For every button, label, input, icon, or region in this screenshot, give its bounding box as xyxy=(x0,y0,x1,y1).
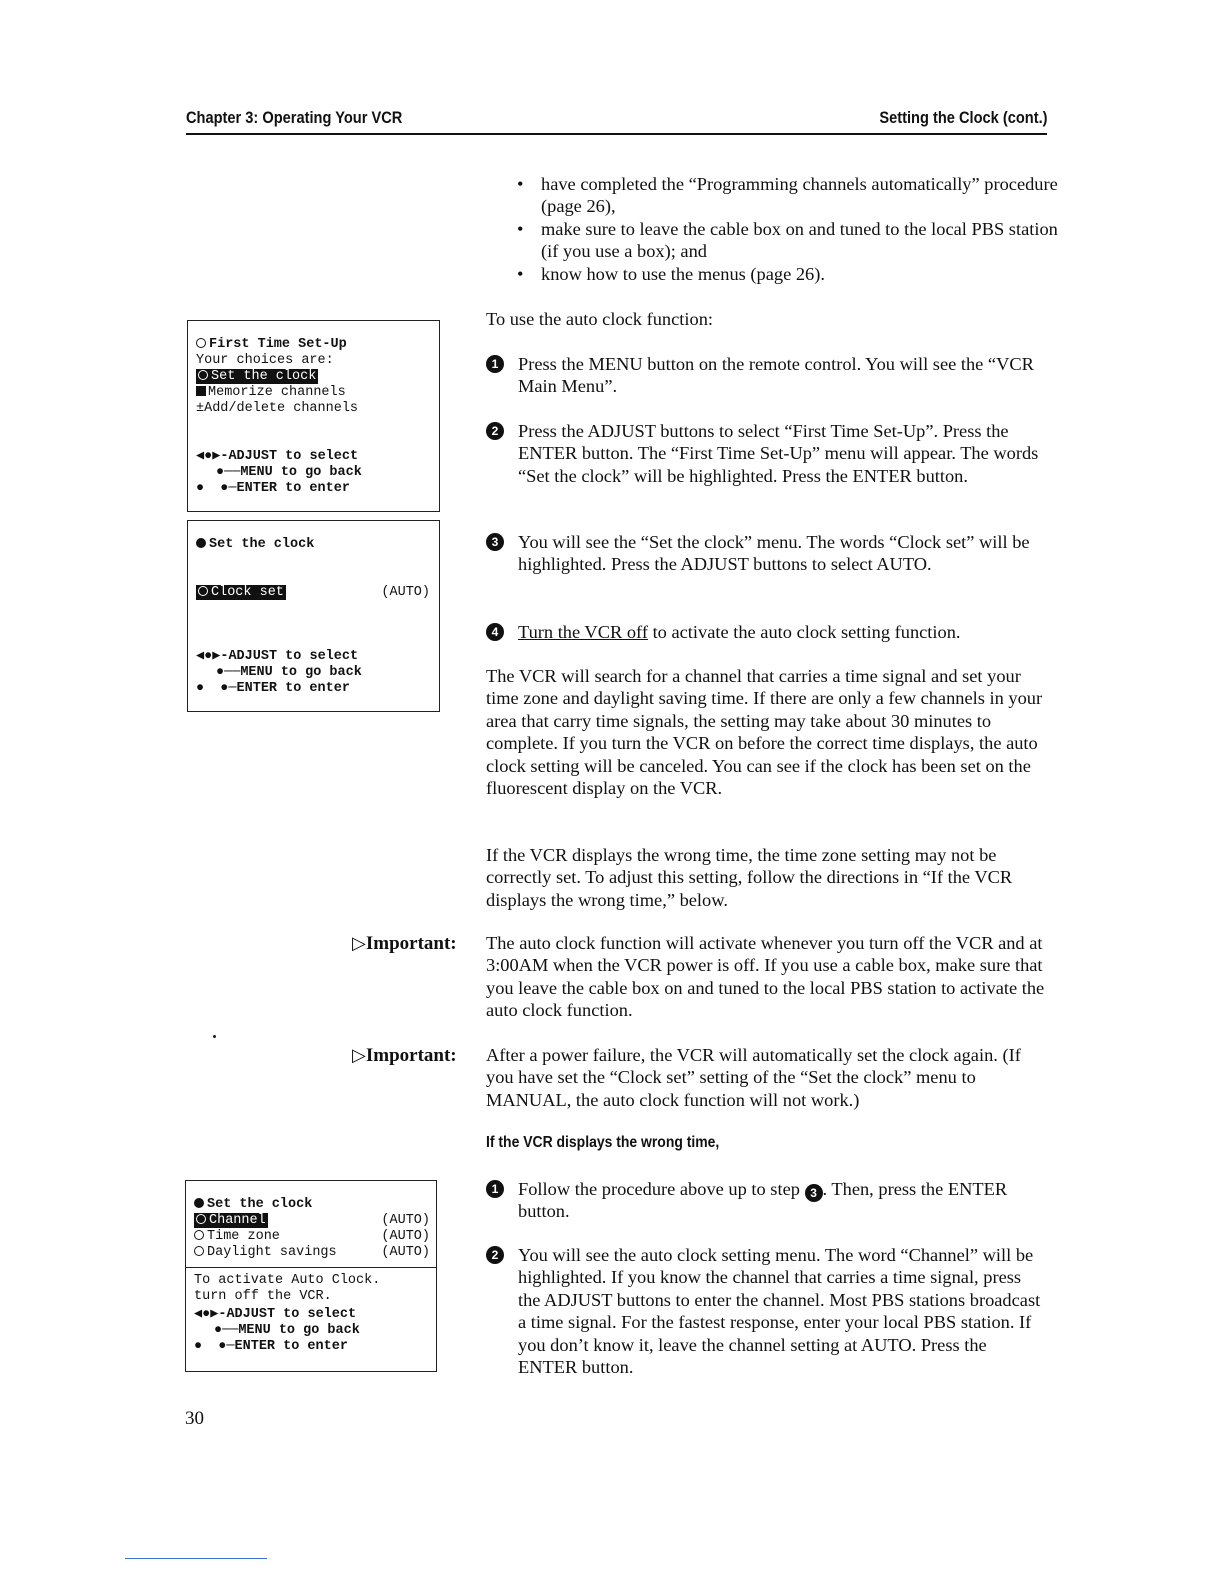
nav-hint: ●──MENU to go back xyxy=(216,465,362,480)
item-indicator-icon xyxy=(198,586,208,596)
subheading: If the VCR displays the wrong time, xyxy=(486,1134,720,1151)
step-2: 2 Press the ADJUST buttons to select “First Time Set-Up”. Press the ENTER button. The “First Time Set-Up” menu will appear. The words “Set the clock” will be highlighted. Press the ENTER button. xyxy=(486,420,1046,487)
first-time-setup-screen xyxy=(187,320,440,512)
nav-hint: ●──MENU to go back xyxy=(214,1323,360,1338)
set-clock-screen xyxy=(187,520,440,712)
menu-item-selected: Channel xyxy=(194,1213,268,1229)
menu-item: ±Add/delete channels xyxy=(196,401,359,416)
step-number-icon: 2 xyxy=(486,1246,504,1264)
step-3: 3 You will see the “Set the clock” menu. The words “Clock set” will be highlighted. Press the ADJUST buttons to select AUTO. xyxy=(486,531,1046,576)
menu-item-value: (AUTO) xyxy=(381,1245,430,1260)
menu-item: Daylight savings xyxy=(194,1245,337,1261)
menu-item: Memorize channels xyxy=(196,385,346,401)
screen-title: Set the clock xyxy=(194,1197,312,1213)
step-number-icon: 1 xyxy=(486,355,504,373)
triangle-icon: ▷ xyxy=(352,933,366,953)
nav-hint: ●──MENU to go back xyxy=(216,665,362,680)
bullet-item: • make sure to leave the cable box on and tuned to the local PBS station (if you use a box); and xyxy=(517,219,1058,262)
enter-button-icon: ● ●─ xyxy=(196,681,237,696)
enter-button-icon: ● ●─ xyxy=(194,1339,235,1354)
wrong-time-note: If the VCR displays the wrong time, the time zone setting may not be correctly set. To adjust this setting, follow the directions in “If the VCR displays the wrong time,” below. xyxy=(486,845,1013,910)
screen-line: Your choices are: xyxy=(196,353,334,368)
section-header: Setting the Clock (cont.) xyxy=(878,108,1047,127)
step-1: 1 Press the MENU button on the remote control. You will see the “VCR Main Menu”. xyxy=(486,353,1046,398)
adjust-arrows-icon: ◀●▶ xyxy=(196,449,221,464)
nav-hint: ● ●─ENTER to enter xyxy=(196,681,350,696)
screen-note: To activate Auto Clock. xyxy=(194,1273,381,1288)
screen-title: Set the clock xyxy=(196,537,314,553)
menu-item-selected: Set the clock xyxy=(196,369,318,385)
important-text: After a power failure, the VCR will automatically set the clock again. (If you have set the “Clock set” setting of the “Set the clock” menu to MANUAL, the auto clock function will not work.) xyxy=(486,1045,1021,1110)
menu-button-icon: ●── xyxy=(214,1323,239,1338)
enter-button-icon: ● ●─ xyxy=(196,481,237,496)
important-label: ▷Important: xyxy=(352,1045,457,1066)
header-rule xyxy=(186,133,1047,135)
auto-clock-description: The VCR will search for a channel that carries a time signal and set your time zone and daylight saving time. If there are only a few channels in your area that carry time signals, the setting may take about 30 minutes to complete. If you turn the VCR on before the correct time displays, the auto clock setting will be canceled. You can see if the clock has been set on the fluorescent display on the VCR. xyxy=(486,666,1043,799)
step-number-icon: 1 xyxy=(486,1180,504,1198)
adjust-arrows-icon: ◀●▶ xyxy=(196,649,221,664)
nav-hint: ◀●▶-ADJUST to select xyxy=(194,1307,357,1322)
step-ref-icon: 3 xyxy=(805,1184,823,1202)
intro-text: To use the auto clock function: xyxy=(486,309,713,329)
menu-item-value: (AUTO) xyxy=(381,1213,430,1228)
nav-hint: ◀●▶-ADJUST to select xyxy=(196,449,359,464)
important-text: The auto clock function will activate whenever you turn off the VCR and at 3:00AM when the VCR power is off. If you use a cable box, make sure that you leave the cable box on and tuned to the local PBS station to activate the auto clock function. xyxy=(486,933,1045,1021)
item-indicator-icon xyxy=(194,1230,204,1240)
screen-note: turn off the VCR. xyxy=(194,1289,332,1304)
channel-icon xyxy=(196,386,206,396)
step-number-icon: 4 xyxy=(486,623,504,641)
menu-button-icon: ●── xyxy=(216,665,241,680)
menu-item-selected: Clock set xyxy=(196,585,286,601)
bullet-item: • know how to use the menus (page 26). xyxy=(517,264,825,284)
item-indicator-icon xyxy=(194,1246,204,1256)
clock-icon xyxy=(194,1198,204,1208)
step-number-icon: 3 xyxy=(486,533,504,551)
step-2: 2 You will see the auto clock setting menu. The word “Channel” will be highlighted. If you know the channel that carries a time signal, press the ADJUST buttons to enter the channel. Most PBS stations broadcast a time signal. For the fastest response, enter your local PBS station. If you don’t know it, leave the channel setting at AUTO. Press the ENTER button. xyxy=(486,1244,1046,1378)
divider xyxy=(186,1267,436,1268)
page-number: 30 xyxy=(185,1408,204,1429)
menu-button-icon: ●── xyxy=(216,465,241,480)
triangle-icon: ▷ xyxy=(352,1045,366,1065)
menu-indicator-icon xyxy=(196,338,206,348)
footer-line xyxy=(125,1558,267,1559)
step-number-icon: 2 xyxy=(486,422,504,440)
screen-title: First Time Set-Up xyxy=(196,337,347,353)
stray-mark xyxy=(213,1035,216,1038)
auto-clock-screen xyxy=(185,1180,437,1372)
nav-hint: ● ●─ENTER to enter xyxy=(194,1339,348,1354)
step-4: 4 Turn the VCR off to activate the auto clock setting function. xyxy=(486,621,1046,643)
chapter-header: Chapter 3: Operating Your VCR xyxy=(186,108,403,127)
clock-icon xyxy=(196,538,206,548)
nav-hint: ● ●─ENTER to enter xyxy=(196,481,350,496)
important-label: ▷Important: xyxy=(352,933,457,954)
adjust-arrows-icon: ◀●▶ xyxy=(194,1307,219,1322)
bullet-item: • have completed the “Programming channels automatically” procedure (page 26), xyxy=(517,174,1058,217)
menu-item: Time zone xyxy=(194,1229,280,1245)
add-delete-icon: ± xyxy=(196,401,205,416)
clock-icon xyxy=(198,370,208,380)
step-1: 1 Follow the procedure above up to step 3 . Then, press the ENTER button. xyxy=(486,1178,1046,1223)
nav-hint: ◀●▶-ADJUST to select xyxy=(196,649,359,664)
item-indicator-icon xyxy=(196,1214,206,1224)
menu-item-value: (AUTO) xyxy=(381,1229,430,1244)
menu-item-value: (AUTO) xyxy=(381,585,430,600)
